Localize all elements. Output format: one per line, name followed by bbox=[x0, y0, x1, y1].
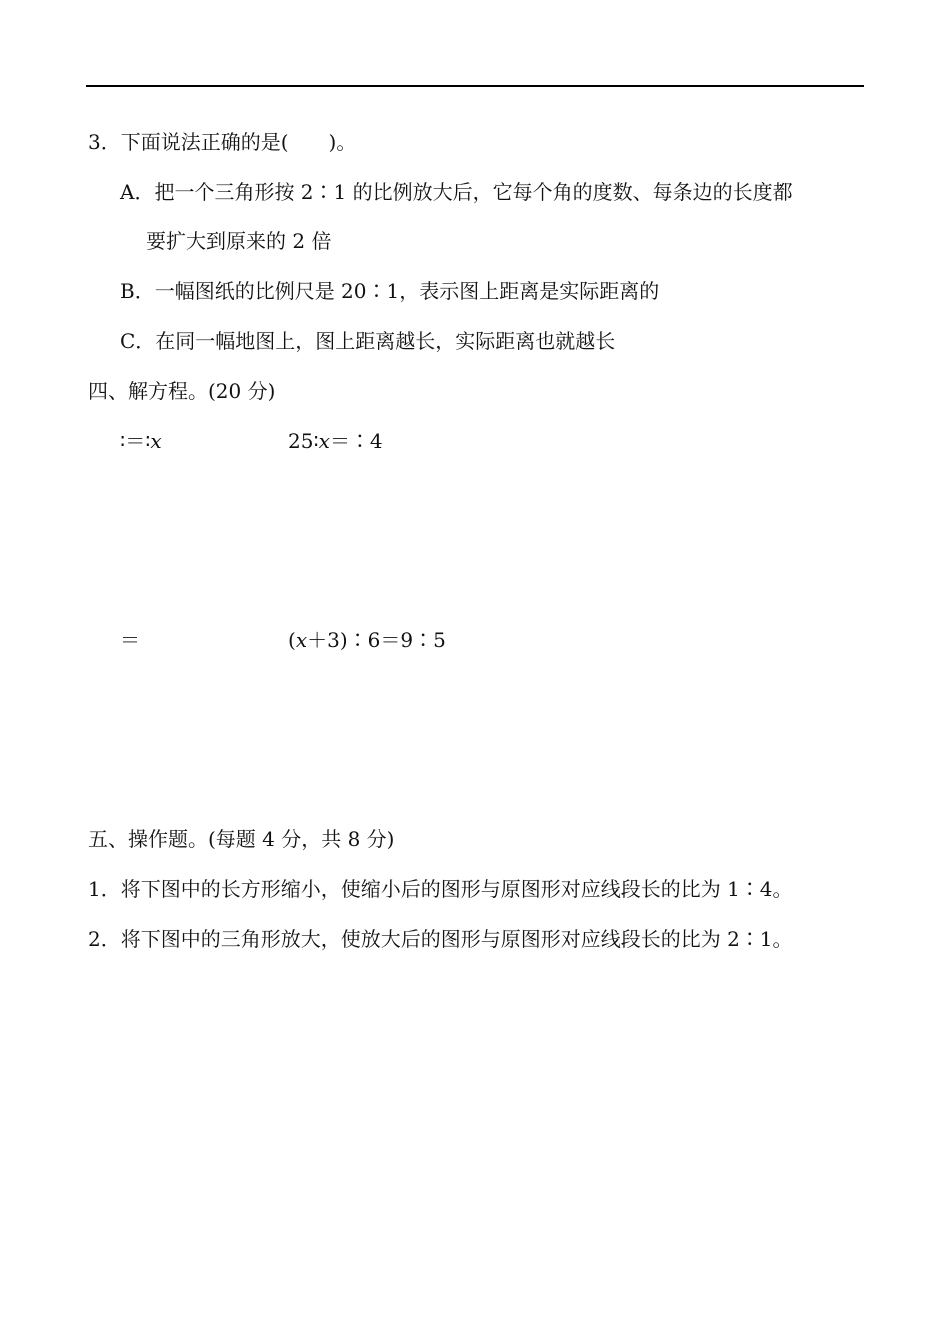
q3-option-a-line2: 要扩大到原来的 2 倍 bbox=[146, 229, 332, 253]
equation-1-prefix: ∶＝∶ bbox=[120, 429, 151, 453]
equation-4-open: ( bbox=[288, 628, 296, 652]
section4-heading: 四、解方程。(20 分) bbox=[88, 379, 276, 403]
equation-4 bbox=[288, 628, 446, 652]
q3-option-a-line1: A．把一个三角形按 2∶1 的比例放大后，它每个角的度数、每条边的长度都 bbox=[120, 180, 793, 204]
q3-option-c: C．在同一幅地图上，图上距离越长，实际距离也就越长 bbox=[120, 329, 616, 353]
equation-1-variable: x bbox=[150, 429, 162, 453]
equation-2-variable: x bbox=[318, 429, 330, 453]
equation-4-variable: x bbox=[295, 628, 308, 652]
equation-3: ＝ bbox=[120, 628, 140, 652]
equation-4-rest: ＋3)∶6＝9∶5 bbox=[307, 628, 446, 652]
equation-2-suffix: ＝∶4 bbox=[329, 429, 383, 453]
section5-item-1: 1．将下图中的长方形缩小，使缩小后的图形与原图形对应线段长的比为 1∶4。 bbox=[88, 877, 793, 901]
equation-2 bbox=[288, 429, 383, 453]
header-rule bbox=[86, 85, 864, 87]
section5-heading: 五、操作题。(每题 4 分，共 8 分) bbox=[88, 827, 395, 851]
q3-stem: 3．下面说法正确的是( )。 bbox=[88, 130, 357, 154]
section5-item-2: 2．将下图中的三角形放大，使放大后的图形与原图形对应线段长的比为 2∶1。 bbox=[88, 927, 793, 951]
q3-option-b: B．一幅图纸的比例尺是 20∶1，表示图上距离是实际距离的 bbox=[120, 279, 660, 303]
equation-2-prefix: 25∶ bbox=[288, 429, 319, 453]
equation-1 bbox=[120, 429, 162, 453]
